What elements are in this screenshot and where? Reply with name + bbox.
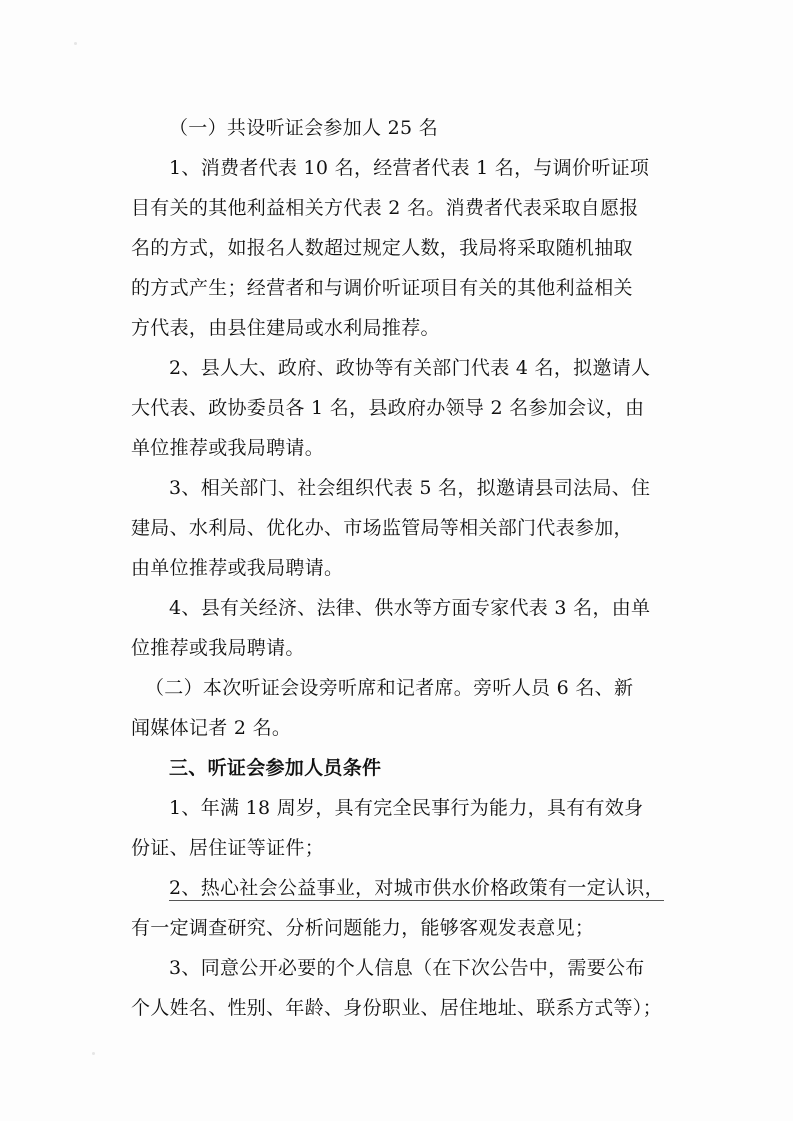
paragraph-line: 名的方式，如报名人数超过规定人数，我局将采取随机抽取 xyxy=(131,237,633,259)
paragraph-line: 1、消费者代表 10 名，经营者代表 1 名，与调价听证项 xyxy=(169,157,650,179)
section-subheading-1: （一）共设听证会参加人 25 名 xyxy=(169,117,439,139)
paragraph-line: 个人姓名、性别、年龄、身份职业、居住地址、联系方式等）； xyxy=(131,997,662,1019)
section-heading: 三、听证会参加人员条件 xyxy=(169,757,382,779)
section-subheading-2: （二）本次听证会设旁听席和记者席。旁听人员 6 名、新 xyxy=(145,677,634,699)
paragraph-line: 3、相关部门、社会组织代表 5 名，拟邀请县司法局、住 xyxy=(169,477,651,499)
paragraph-line: 的方式产生；经营者和与调价听证项目有关的其他利益相关 xyxy=(131,277,633,299)
paragraph-line: 1、年满 18 周岁，具有完全民事行为能力，具有有效身 xyxy=(169,797,644,819)
paragraph-line: 建局、水利局、优化办、市场监管局等相关部门代表参加， xyxy=(131,517,633,539)
paragraph-line: 由单位推荐或我局聘请。 xyxy=(131,557,344,579)
paragraph-line: 大代表、政协委员各 1 名，县政府办领导 2 名参加会议，由 xyxy=(131,397,645,419)
paragraph-line: 有一定调查研究、分析问题能力，能够客观发表意见； xyxy=(131,917,595,939)
underlined-text: 2、热心社会公益事业，对城市供水价格政策有一定认识， xyxy=(169,877,664,899)
scan-speck xyxy=(74,42,77,45)
paragraph-line: 方代表，由县住建局或水利局推荐。 xyxy=(131,317,440,339)
paragraph-line: 位推荐或我局聘请。 xyxy=(131,637,305,659)
paragraph-line: 份证、居住证等证件； xyxy=(131,837,325,859)
paragraph-line: 单位推荐或我局聘请。 xyxy=(131,437,325,459)
paragraph-line: 3、同意公开必要的个人信息（在下次公告中，需要公布 xyxy=(169,957,645,979)
paragraph-line: 4、县有关经济、法律、供水等方面专家代表 3 名，由单 xyxy=(169,597,651,619)
paragraph-line: 闻媒体记者 2 名。 xyxy=(131,717,292,739)
paragraph-line: 目有关的其他利益相关方代表 2 名。消费者代表采取自愿报 xyxy=(131,197,639,219)
paragraph-line: 2、县人大、政府、政协等有关部门代表 4 名，拟邀请人 xyxy=(169,357,651,379)
paragraph-line xyxy=(169,870,664,906)
scan-speck xyxy=(92,1052,95,1055)
